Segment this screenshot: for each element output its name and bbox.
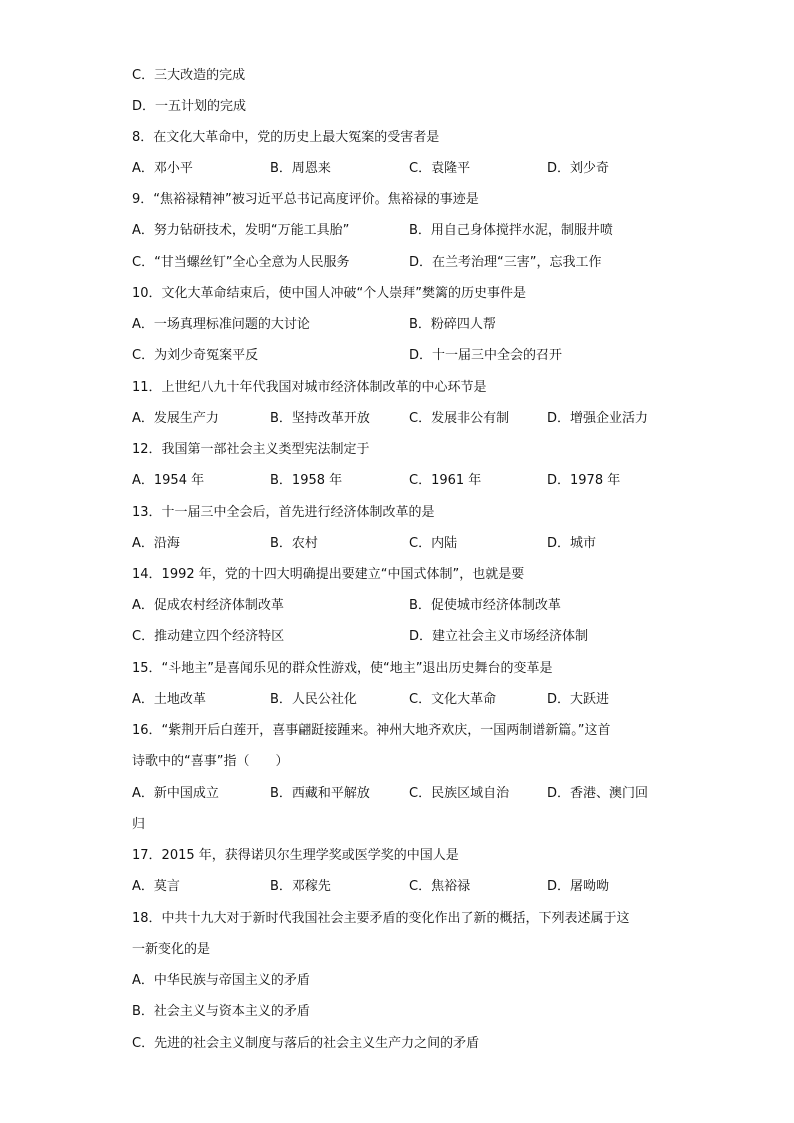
- options-row-9a: [132, 221, 672, 241]
- option: C．袁隆平: [409, 161, 471, 176]
- option: D．1978 年: [547, 473, 621, 488]
- options-row-16: [132, 784, 672, 804]
- option-line: D．一五计划的完成: [132, 99, 247, 114]
- question-9: 9．“焦裕禄精神”被习近平总书记高度评价。焦裕禄的事迹是: [132, 192, 479, 207]
- question-11: 11．上世纪八九十年代我国对城市经济体制改革的中心环节是: [132, 380, 487, 395]
- question-18-line1: 18．中共十九大对于新时代我国社会主要矛盾的变化作出了新的概括，下列表述属于这: [132, 911, 630, 926]
- option: A．新中国成立: [132, 786, 219, 801]
- option: B．促使城市经济体制改革: [409, 598, 561, 613]
- option: A．邓小平: [132, 161, 193, 176]
- options-row-12: [132, 471, 672, 491]
- option: C．为刘少奇冤案平反: [132, 348, 259, 363]
- option: D．大跃进: [547, 692, 610, 707]
- question-13: 13．十一届三中全会后，首先进行经济体制改革的是: [132, 505, 435, 520]
- option: A．莫言: [132, 879, 180, 894]
- option: D．十一届三中全会的召开: [409, 348, 563, 363]
- option: C．推动建立四个经济特区: [132, 629, 285, 644]
- option: A．土地改革: [132, 692, 206, 707]
- option: D．香港、澳门回: [547, 786, 649, 801]
- option: A．1954 年: [132, 473, 205, 488]
- question-8: 8．在文化大革命中，党的历史上最大冤案的受害者是: [132, 130, 440, 145]
- option: C．1961 年: [409, 473, 482, 488]
- option: B．邓稼先: [270, 879, 331, 894]
- options-row-9b: [132, 253, 672, 273]
- option: B．农村: [270, 536, 318, 551]
- option: D．城市: [547, 536, 597, 551]
- options-row-17: [132, 877, 672, 897]
- option-line: B．社会主义与资本主义的矛盾: [132, 1004, 310, 1019]
- option: B．坚持改革开放: [270, 411, 370, 426]
- option: D．屠呦呦: [547, 879, 610, 894]
- options-row-10b: [132, 346, 672, 366]
- option: B．周恩来: [270, 161, 331, 176]
- options-row-11: [132, 409, 672, 429]
- option: D．在兰考治理“三害”，忘我工作: [409, 255, 602, 270]
- option: B．用自己身体搅拌水泥，制服井喷: [409, 223, 613, 238]
- question-15: 15．“斗地主”是喜闻乐见的群众性游戏，使“地主”退出历史舞台的变革是: [132, 661, 553, 676]
- question-10: 10．文化大革命结束后，使中国人冲破“个人崇拜”樊篱的历史事件是: [132, 286, 527, 301]
- option: B．1958 年: [270, 473, 343, 488]
- question-14: 14．1992 年，党的十四大明确提出要建立“中国式体制”，也就是要: [132, 567, 525, 582]
- question-17: 17．2015 年，获得诺贝尔生理学奖或医学奖的中国人是: [132, 848, 459, 863]
- option: C．发展非公有制: [409, 411, 510, 426]
- option-continuation: 归: [132, 817, 146, 832]
- options-row-10a: [132, 315, 672, 335]
- option: A．促成农村经济体制改革: [132, 598, 284, 613]
- options-row-8: [132, 159, 672, 179]
- option: D．建立社会主义市场经济体制: [409, 629, 589, 644]
- option: C．文化大革命: [409, 692, 497, 707]
- option: C．焦裕禄: [409, 879, 471, 894]
- option-line: C．先进的社会主义制度与落后的社会主义生产力之间的矛盾: [132, 1036, 480, 1051]
- option: C．内陆: [409, 536, 458, 551]
- option: A．沿海: [132, 536, 180, 551]
- option: D．增强企业活力: [547, 411, 649, 426]
- question-16-line1: 16．“紫荆开后白莲开，喜事翩跹接踵来。神州大地齐欢庆，一国两制谱新篇。”这首: [132, 723, 611, 738]
- option: B．粉碎四人帮: [409, 317, 496, 332]
- options-row-13: [132, 534, 672, 554]
- question-16-line2: 诗歌中的“喜事”指（ ）: [132, 754, 289, 769]
- option: B．西藏和平解放: [270, 786, 370, 801]
- option: D．刘少奇: [547, 161, 610, 176]
- option: C．民族区域自治: [409, 786, 510, 801]
- question-12: 12．我国第一部社会主义类型宪法制定于: [132, 442, 370, 457]
- option: C．“甘当螺丝钉”全心全意为人民服务: [132, 255, 350, 270]
- options-row-15: [132, 690, 672, 710]
- options-row-14b: [132, 627, 672, 647]
- options-row-14a: [132, 596, 672, 616]
- option-line: A．中华民族与帝国主义的矛盾: [132, 973, 310, 988]
- question-18-line2: 一新变化的是: [132, 942, 211, 957]
- option: A．努力钻研技术，发明“万能工具胎”: [132, 223, 350, 238]
- option: A．发展生产力: [132, 411, 219, 426]
- option: B．人民公社化: [270, 692, 357, 707]
- option: A．一场真理标准问题的大讨论: [132, 317, 310, 332]
- option-line: C．三大改造的完成: [132, 68, 246, 83]
